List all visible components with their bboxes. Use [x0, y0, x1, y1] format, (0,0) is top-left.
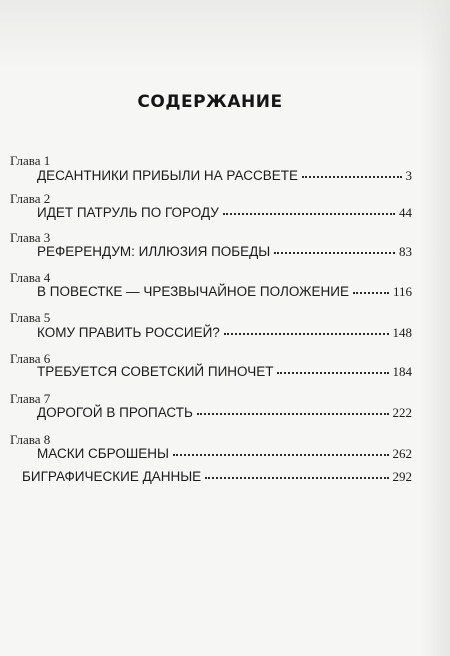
chapter-2-title: ИДЕТ ПАТРУЛЬ ПО ГОРОДУ: [37, 205, 219, 220]
toc-entry-2[interactable]: [37, 205, 412, 221]
dot-leader: [274, 251, 395, 254]
toc-title: СОДЕРЖАНИЕ: [137, 92, 283, 112]
chapter-6-page: 184: [392, 364, 412, 379]
toc-entry-5[interactable]: [37, 325, 412, 341]
chapter-3-label: Глава 3: [10, 230, 51, 245]
dot-leader: [353, 291, 389, 294]
chapter-7-label: Глава 7: [10, 391, 51, 406]
toc-entry-8[interactable]: [37, 446, 412, 462]
chapter-1-page: 3: [405, 168, 412, 183]
appendix-page: 292: [392, 469, 412, 484]
chapter-4-page: 116: [392, 284, 412, 299]
chapter-1-label: Глава 1: [10, 153, 51, 168]
chapter-2-label: Глава 2: [10, 191, 51, 206]
chapter-5-page: 148: [392, 325, 412, 340]
chapter-8-page: 262: [392, 446, 412, 461]
page-shadow-top: [0, 0, 450, 70]
toc-entry-1[interactable]: [37, 168, 412, 184]
chapter-1-title: ДЕСАНТНИКИ ПРИБЫЛИ НА РАССВЕТЕ: [37, 168, 298, 183]
chapter-3-page: 83: [399, 244, 412, 259]
toc-entry-appendix[interactable]: [22, 469, 412, 485]
chapter-6-title: ТРЕБУЕТСЯ СОВЕТСКИЙ ПИНОЧЕТ: [37, 364, 274, 379]
chapter-4-label: Глава 4: [10, 270, 51, 285]
dot-leader: [277, 371, 388, 374]
chapter-7-page: 222: [392, 405, 412, 420]
dot-leader: [205, 476, 388, 479]
dot-leader: [302, 175, 402, 178]
chapter-2-page: 44: [399, 205, 412, 220]
chapter-8-title: МАСКИ СБРОШЕНЫ: [37, 446, 169, 461]
chapter-4-title: В ПОВЕСТКЕ — ЧРЕЗВЫЧАЙНОЕ ПОЛОЖЕНИЕ: [37, 284, 349, 299]
toc-entry-6[interactable]: [37, 364, 412, 380]
chapter-5-title: КОМУ ПРАВИТЬ РОССИЕЙ?: [37, 325, 220, 340]
page-shadow-right: [420, 0, 450, 656]
toc-entry-3[interactable]: [37, 244, 412, 260]
dot-leader: [223, 212, 395, 215]
toc-entry-4[interactable]: [37, 284, 412, 300]
toc-entry-7[interactable]: [37, 405, 412, 421]
chapter-7-title: ДОРОГОЙ В ПРОПАСТЬ: [37, 405, 193, 420]
chapter-6-label: Глава 6: [10, 351, 51, 366]
dot-leader: [224, 332, 389, 335]
dot-leader: [197, 412, 389, 415]
dot-leader: [173, 453, 389, 456]
chapter-5-label: Глава 5: [10, 310, 51, 325]
chapter-3-title: РЕФЕРЕНДУМ: ИЛЛЮЗИЯ ПОБЕДЫ: [37, 244, 271, 259]
appendix-title: БИГРАФИЧЕСКИЕ ДАННЫЕ: [22, 469, 202, 484]
chapter-8-label: Глава 8: [10, 432, 51, 447]
